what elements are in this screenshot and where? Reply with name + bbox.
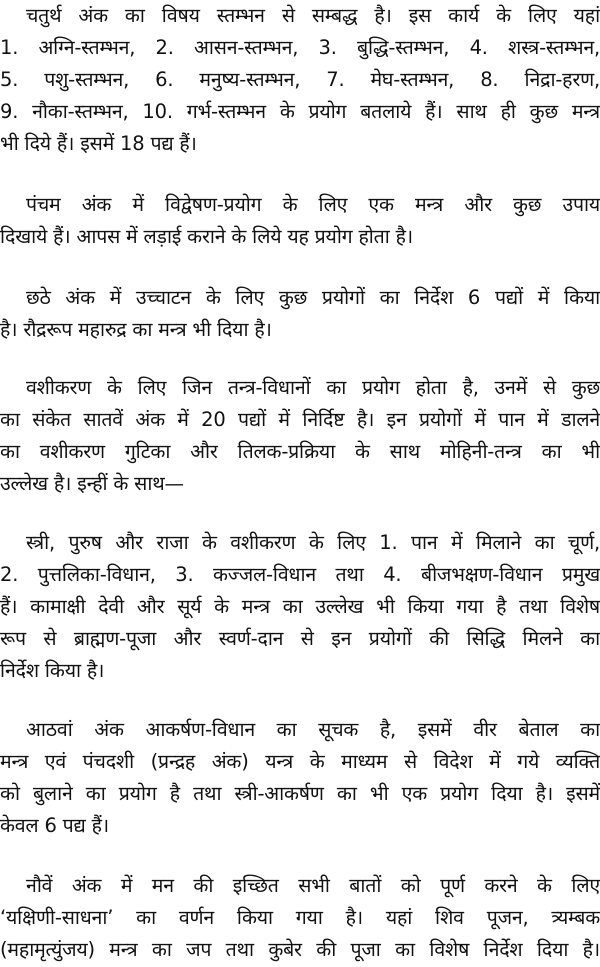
text-line: निर्देश किया है। [0, 659, 105, 682]
text-line: है। रौद्ररूप महारुद्र का मन्त्र भी दिया है। [0, 318, 272, 341]
text-line: (महामृत्युंजय) मन्त्र का जप तथा कुबेर की पूजा का विशेष निर्देश दिया है। [0, 938, 600, 961]
text-line: उल्लेख है। इन्हीं के साथ— [0, 472, 184, 495]
text-line: का वशीकरण गुटिका और तिलक-प्रक्रिया के साथ मोहिनी-तन्त्र का भी [0, 440, 600, 463]
text-line: हैं। कामाक्षी देवी और सूर्य के मन्त्र का उल्लेख भी किया गया है तथा विशेष [0, 595, 600, 618]
text-line: वशीकरण के लिए जिन तन्त्र-विधानों का प्रयोग होता है, उनमें से कुछ [26, 376, 600, 399]
text-line: 1. अग्नि-स्तम्भन, 2. आसन-स्तम्भन, 3. बुद्धि-स्तम्भन, 4. शस्त्र-स्तम्भन, [0, 36, 600, 59]
text-line: स्त्री, पुरुष और राजा के वशीकरण के लिए 1. पान में मिलाने का चूर्ण, [26, 531, 600, 554]
text-line: केवल 6 पद्य हैं। [0, 814, 109, 837]
text-line: मन्त्र एवं पंचदशी (प्रन्द्रह अंक) यन्त्र के माध्यम से विदेश में गये व्यक्ति [0, 750, 600, 773]
text-line: दिखाये हैं। आपस में लड़ाई कराने के लिये यह प्रयोग होता है। [0, 225, 413, 248]
text-line: ‘यक्षिणी-साधना’ का वर्णन किया गया है। यहां शिव पूजन, त्र्यम्बक [0, 906, 600, 929]
text-line: 2. पुत्तलिका-विधान, 3. कज्जल-विधान तथा 4. बीजभक्षण-विधान प्रमुख [0, 563, 600, 586]
text-line: आठवां अंक आकर्षण-विधान का सूचक है, इसमें वीर बेताल का [26, 718, 600, 741]
text-line: रूप से ब्राह्मण-पूजा और स्वर्ण-दान से इन प्रयोगों की सिद्धि मिलने का [0, 627, 600, 650]
text-line: भी दिये हैं। इसमें 18 पद्य हैं। [0, 132, 197, 155]
text-line: छठे अंक में उच्चाटन के लिए कुछ प्रयोगों का निर्देश 6 पद्यों में किया [26, 286, 600, 309]
text-line: नौवें अंक में मन की इच्छित सभी बातों को पूर्ण करने के लिए [26, 874, 600, 897]
text-line: 9. नौका-स्तम्भन, 10. गर्भ-स्तम्भन के प्रयोग बतलाये हैं। साथ ही कुछ मन्त्र [0, 100, 600, 123]
text-line: को बुलाने का प्रयोग है तथा स्त्री-आकर्षण का भी एक प्रयोग दिया है। इसमें [0, 782, 600, 805]
text-line: पंचम अंक में विद्वेषण-प्रयोग के लिए एक मन्त्र और कुछ उपाय [26, 193, 600, 216]
text-line: 5. पशु-स्तम्भन, 6. मनुष्य-स्तम्भन, 7. मेघ-स्तम्भन, 8. निद्रा-हरण, [0, 68, 600, 91]
text-line: चतुर्थ अंक का विषय स्तम्भन से सम्बद्ध है। इस कार्य के लिए यहां [26, 4, 600, 27]
text-line: का संकेत सातवें अंक में 20 पद्यों में निर्दिष्ट है। इन प्रयोगों में पान में डालने [0, 408, 600, 431]
